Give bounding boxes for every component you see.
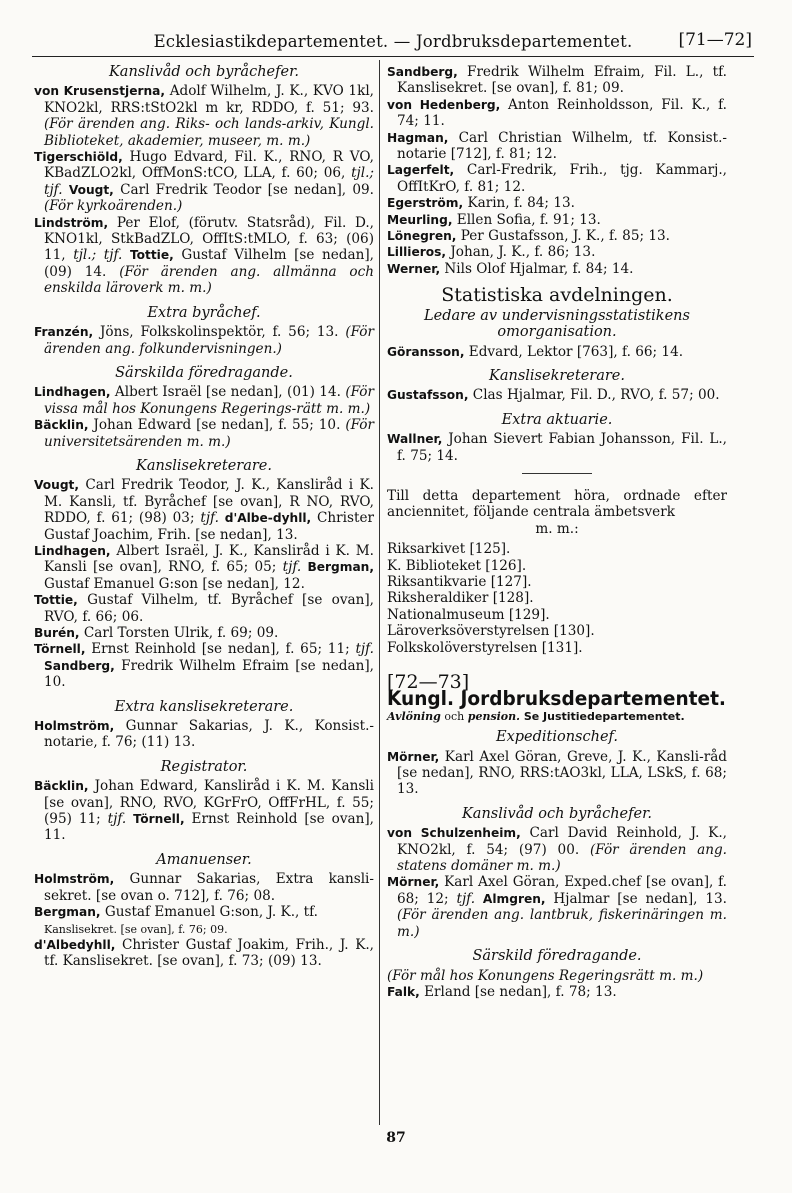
section-heading: Extra aktuarie. <box>501 411 613 428</box>
entry: Lillieros, Johan, J. K., f. 86; 13. <box>387 244 596 261</box>
right-column <box>387 64 727 1000</box>
department-subtitle: Avlöning och pension. Se Justitiedepartementet. <box>387 709 685 723</box>
entry: Lindhagen, Albert Israël, J. K., Kanslіråd i K. M. Kansli [se ovan], RNO, f. 65; 05; tjf. Bergman, Gustaf Emanuel G:son [se nedan], 12. <box>34 542 374 592</box>
section-heading: Särskild föredragande. <box>472 948 642 965</box>
agency-item: Riksheraldiker [128]. <box>387 590 534 607</box>
section-heading: Ledare av undervisningsstatistikens omorganisation. <box>424 307 690 341</box>
entry: von Schulzenheim, Carl David Reinhold, J. K., KNO2kl, f. 54; (97) 00. (För ärenden ang. statens domäner m. m.) <box>387 825 728 875</box>
entry: Falk, Erland [se nedan], f. 78; 13. <box>387 983 617 1000</box>
entry: Lindhagen, Albert Israël [se nedan], (01) 14. (För vissa mål hos Konungens Regerings-rätt m. m.) <box>34 384 374 417</box>
section-heading: Amanuenser. <box>156 851 252 868</box>
entry: Hagman, Carl Christian Wilhelm, tf. Konsist.-notarie [712], f. 81; 12. <box>387 129 727 163</box>
section-numbers: [71—72] <box>678 30 752 50</box>
section-heading: Särskilda föredragande. <box>115 364 293 381</box>
section-heading: Registrator. <box>160 758 248 775</box>
entry: Burén, Carl Torsten Ulrik, f. 69; 09. <box>34 625 279 641</box>
entry: Bäcklin, Johan Edward [se nedan], f. 55; 10. (För universitetsärenden m. m.) <box>34 417 374 450</box>
section-heading: Extra kanslisekreterare. <box>114 698 294 715</box>
divider-rule <box>522 473 592 474</box>
entry: Sandberg, Fredrik Wilhelm Efraim, Fil. L., tf. Kanslisekret. [se ovan], f. 81; 09. <box>387 64 727 97</box>
section-number: [72—73] <box>387 671 470 693</box>
entry: Bäcklin, Johan Edward, Kanslіråd i K. M. Kansli [se ovan], RNO, RVO, KGrFrO, OffFrHL, f. 55; (95) 11; tjf. Törnell, Ernst Reinhold [se ovan], 11. <box>34 778 374 844</box>
agency-item: Riksantikvarie [127]. <box>387 573 532 590</box>
entry: Törnell, Ernst Reinhold [se nedan], f. 65; 11; tjf. Sandberg, Fredrik Wilhelm Efraim [se nedan], 10. <box>34 641 374 691</box>
entry: Meurling, Ellen Sofia, f. 91; 13. <box>387 211 601 228</box>
agency-item: Riksarkivet [125]. <box>387 541 511 558</box>
page-header <box>32 26 754 57</box>
entry: Mörner, Karl Axel Göran, Exped.chef [se ovan], f. 68; 12; tjf. Almgren, Hjalmar [se nedan], 13. (För ärenden ang. lantbruk, fiskerinäringen m. m.) <box>387 874 727 940</box>
entry: Franzén, Jöns, Folkskolinspektör, f. 56; 13. (För ärenden ang. folkundervisningen.) <box>34 324 374 357</box>
section-heading: Extra byråchef. <box>147 304 261 321</box>
entry: Lagerfelt, Carl-Fredrik, Frih., tjg. Kammarj., OffItKrO, f. 81; 12. <box>387 162 727 195</box>
entry: Lindström, Per Elof, (förutv. Statsråd), Fil. D., KNO1kl, StkBadZLO, OffItS:tMLO, f. 63; (06) 11, tjl.; tjf. Tottie, Gustaf Vilhelm [se nedan], (09) 14. (För ärenden ang. allmänna och enskilda läroverk m. m.) <box>34 214 374 297</box>
entry: Mörner, Karl Axel Göran, Greve, J. K., Kansli-råd [se nedan], RNO, RRS:tAO3kl, LLA, LSkS, f. 68; 13. <box>387 748 727 798</box>
left-column <box>34 64 374 970</box>
entry: von Krusenstjerna, Adolf Wilhelm, J. K., KVO 1kl, KNO2kl, RRS:tStO2kl m kr, RDDO, f. 51; 93. (För ärenden ang. Riks- och lands-arkiv, Kungl. Biblioteket, akademier, museer, m. m.) <box>34 83 374 149</box>
entry: Gustafsson, Clas Hjalmar, Fil. D., RVO, f. 57; 00. <box>387 387 720 404</box>
entry: Werner, Nils Olof Hjalmar, f. 84; 14. <box>387 260 634 277</box>
agencies-intro-end: m. m.: <box>535 520 579 537</box>
entry: Wallner, Johan Sievert Fabian Johansson, Fil. L., f. 75; 14. <box>387 431 727 464</box>
agency-item: K. Biblioteket [126]. <box>387 557 527 574</box>
entry: Egerström, Karin, f. 84; 13. <box>387 195 575 212</box>
running-title: Ecklesiastikdepartementet. — Jordbruksdepartementet. <box>153 32 633 51</box>
section-heading: Kanslisekreterare. <box>136 457 272 474</box>
statistics-division-title: Statistiska avdelningen. <box>441 284 673 307</box>
entry: Vougt, Carl Fredrik Teodor, J. K., Kanslіråd i K. M. Kansli, tf. Byråchef [se ovan], R NO, RVO, RDDO, f. 61; (98) 03; tjf. d'Albe-dyhll, Christer Gustaf Joachim, Frih. [se nedan], 13. <box>34 477 374 543</box>
section-heading: Expeditionschef. <box>495 729 619 746</box>
entry: von Hedenberg, Anton Reinholdsson, Fil. K., f. 74; 11. <box>387 96 727 130</box>
entry: Tottie, Gustaf Vilhelm, tf. Byråchef [se ovan], RVO, f. 66; 06. <box>34 592 374 625</box>
section-heading: Kanslivåd och byråchefer. <box>461 805 653 822</box>
entry: Lönegren, Per Gustafsson, J. K., f. 85; 13. <box>387 228 670 245</box>
agency-item: Nationalmuseum [129]. <box>387 606 550 623</box>
page-number: 87 <box>386 1130 406 1146</box>
entry: Bergman, Gustaf Emanuel G:son, J. K., tf. Kanslisekret. [se ovan], f. 76; 09. <box>34 904 318 936</box>
column-divider <box>379 60 380 1125</box>
agency-item: Folkskolöverstyrelsen [131]. <box>387 639 583 656</box>
agencies-intro: Till detta departement höra, ordnade efter anciennitet, följande centrala ämbetsverk <box>387 487 727 521</box>
entry: Göransson, Edvard, Lektor [763], f. 66; 14. <box>387 343 684 360</box>
agency-item: Läroverksöverstyrelsen [130]. <box>387 623 595 640</box>
entry: d'Albedyhll, Christer Gustaf Joakim, Frih., J. K., tf. Kanslisekret. [se ovan], f. 73; (09) 13. <box>34 936 374 970</box>
entry: Holmström, Gunnar Sakarias, Extra kansli-sekret. [se ovan o. 712], f. 76; 08. <box>34 871 374 904</box>
department-title: Kungl. Jordbruksdepartementet. <box>387 687 726 711</box>
section-note: (För mål hos Konungens Regeringsrätt m. m.) <box>387 967 704 984</box>
entry: Tigerschiöld, Hugo Edvard, Fil. K., RNO, R VO, KBadZLO2kl, OffMonS:tCO, LLA, f. 60; 06, tjl.; tjf. Vougt, Carl Fredrik Teodor [se nedan], 09. (För kyrkoärenden.) <box>34 149 375 215</box>
entry: Holmström, Gunnar Sakarias, J. K., Konsist.-notarie, f. 76; (11) 13. <box>34 718 374 751</box>
section-heading: Kanslisekreterare. <box>489 367 625 384</box>
section-heading: Kanslivåd och byråchefer. <box>108 64 300 80</box>
